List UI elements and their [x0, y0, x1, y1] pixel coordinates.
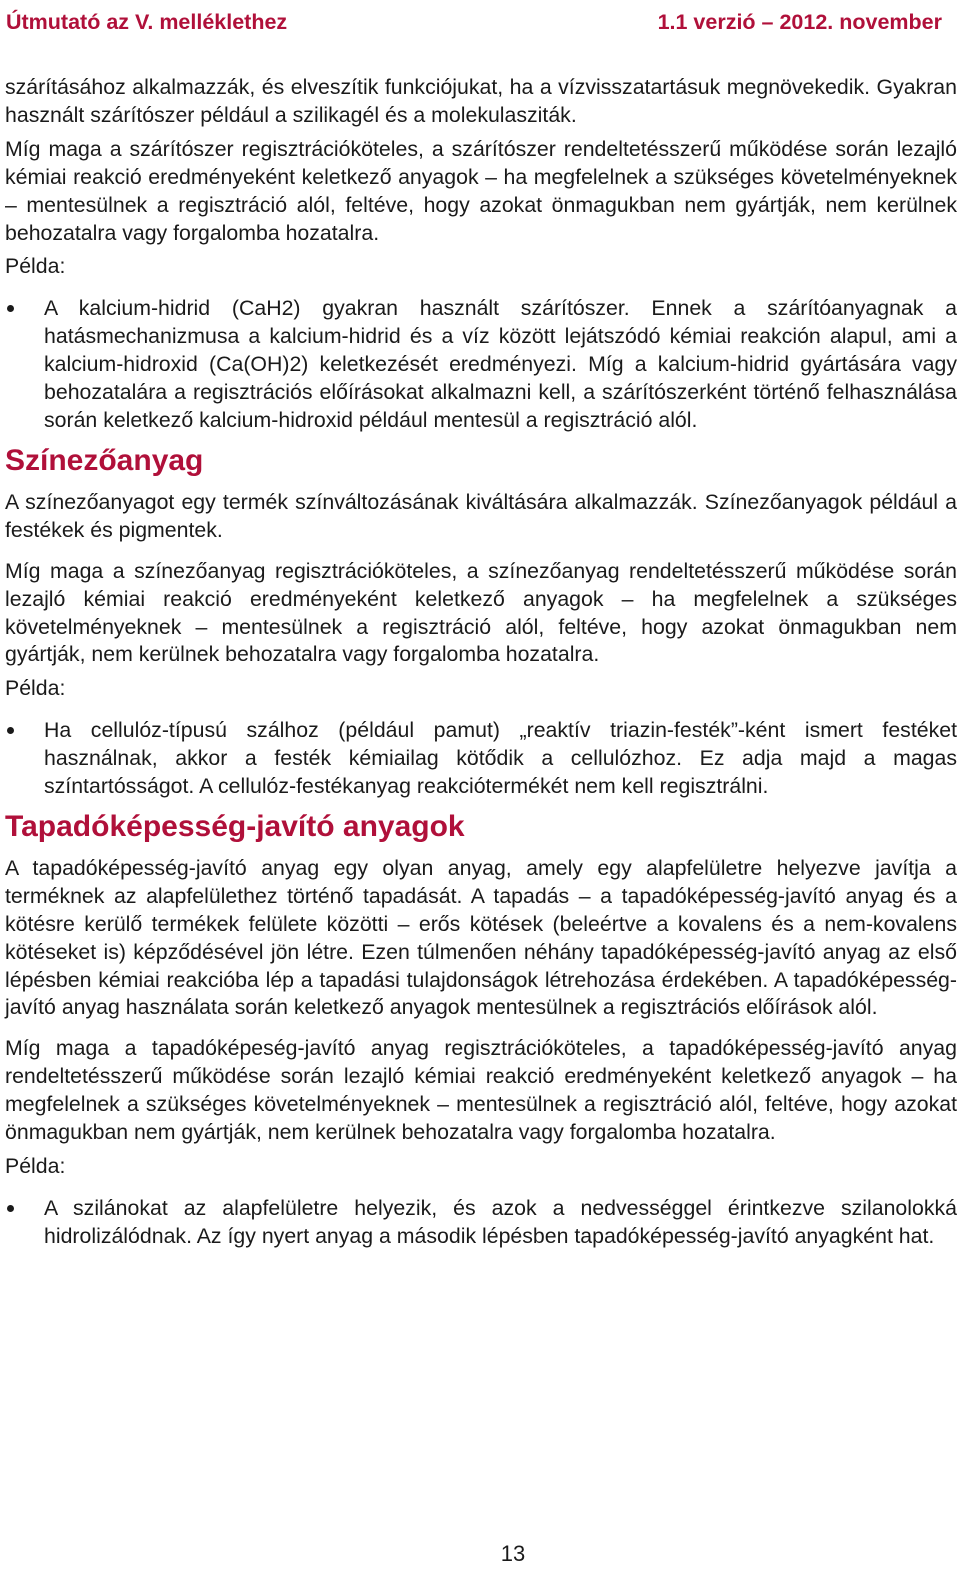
paragraph-drying-agent-exemption: Míg maga a szárítószer regisztrációköteles, a szárítószer rendeltetésszerű működése során lezajló kémiai reakció eredményeként keletkező anyagok – ha megfelelnek a szükséges követelményeknek – mentesülnek a regisztráció alól, feltéve, hogy azokat önmagukban nem gyártják, nem kerülnek behozatalra vagy forgalomba hozatalra. — [5, 136, 957, 245]
bullet-text-silanes: A szilánokat az alapfelületre helyezik, és azok a nedvességgel érintkezve szilanolokká hidrolizálódnak. Az így nyert anyag a második lépésben tapadóképesség-javító anyagként hat. — [44, 1195, 957, 1248]
bullet-text-calcium-hydride: A kalcium-hidrid (CaH2) gyakran használt szárítószer. Ennek a szárítóanyagnak a hatásmechanizmusa a kalcium-hidrid és a víz között lejátszódó kémiai reakción alapul, ami a kalcium-hidroxid (Ca(OH)2) keletkezését eredményezi. Míg a kalcium-hidrid gyártására vagy behozatalára a regisztrációs előírásokat alkalmazni kell, a szárítószerként történő felhasználása során keletkező kalcium-hidroxid például mentesül a regisztráció alól. — [44, 296, 957, 432]
page-content — [5, 74, 957, 1259]
example-label: Példa: — [5, 1154, 66, 1178]
section-heading-colorant: Színezőanyag — [5, 443, 204, 477]
section-heading-adhesion-promoters: Tapadóképesség-javító anyagok — [5, 809, 465, 843]
bullet-icon — [7, 305, 14, 312]
example-label: Példa: — [5, 676, 66, 701]
list-item — [5, 717, 957, 801]
paragraph-adhesion-definition: A tapadóképesség-javító anyag egy olyan anyag, amely egy alapfelületre helyezve javítja a terméknek az alapfelülethez történő tapadását. A tapadás – a tapadóképesség-javító anyag és a kötésre kerülő termékek felülete közötti – erős kötések (beleértve a kovalens és a nem-kovalens kötéseket is) képződésével jön létre. Ezen túlmenően néhány tapadóképesség-javító anyag az első lépésben kémiai reakcióba lép a tapadási tulajdonságok létrehozása érdekében. A tapadóképesség-javító anyag használata során keletkező anyagok mentesülnek a regisztrációs előírások alól. — [5, 855, 957, 1020]
paragraph-colorant-definition: A színezőanyagot egy termék színváltozásának kiváltására alkalmazzák. Színezőanyagok például a festékek és pigmentek. — [5, 489, 957, 542]
list-item — [5, 295, 957, 435]
header-version: 1.1 verzió – 2012. november — [657, 9, 942, 34]
bullet-text-reactive-dye: Ha cellulóz-típusú szálhoz (például pamut) „reaktív triazin-festék”-ként ismert festéket használnak, akkor a festék kémiailag kötődik a cellulózhoz. Ez adja majd a magas színtartósságot. A cellulóz-festékanyag reakciótermékét nem kell regisztrálni. — [44, 718, 957, 799]
bullet-icon — [7, 1205, 14, 1212]
header-title: Útmutató az V. melléklethez — [6, 9, 288, 34]
paragraph-adhesion-exemption: Míg maga a tapadóképeség-javító anyag regisztrációköteles, a tapadóképesség-javító anyag rendeltetésszerű működése során lezajló kémiai reakció eredményeként keletkező anyagok – ha megfelelnek a szükséges követelményeknek – mentesülnek a regisztráció alól, feltéve, hogy azokat önmagukban nem gyártják, nem kerülnek behozatalra vagy forgalomba hozatalra. — [5, 1036, 957, 1145]
paragraph-intro: szárításához alkalmazzák, és elveszítik funkciójukat, ha a vízvisszatartásuk megnövekedik. Gyakran használt szárítószer például a szilikagél és a molekulasziták. — [5, 75, 957, 127]
paragraph-colorant-exemption: Míg maga a színezőanyag regisztrációköteles, a színezőanyag rendeltetésszerű működése során lezajló kémiai reakció eredményeként keletkező anyagok – ha megfelelnek a szükséges követelményeknek – mentesülnek a regisztráció alól, feltéve, hogy azokat önmagukban nem gyártják, nem kerülnek behozatalra vagy forgalomba hozatalra. — [5, 558, 957, 667]
list-item — [5, 1195, 957, 1251]
page-header — [6, 6, 942, 38]
page-number: 13 — [500, 1541, 526, 1566]
example-label: Példa: — [5, 254, 66, 279]
bullet-icon — [7, 727, 14, 734]
